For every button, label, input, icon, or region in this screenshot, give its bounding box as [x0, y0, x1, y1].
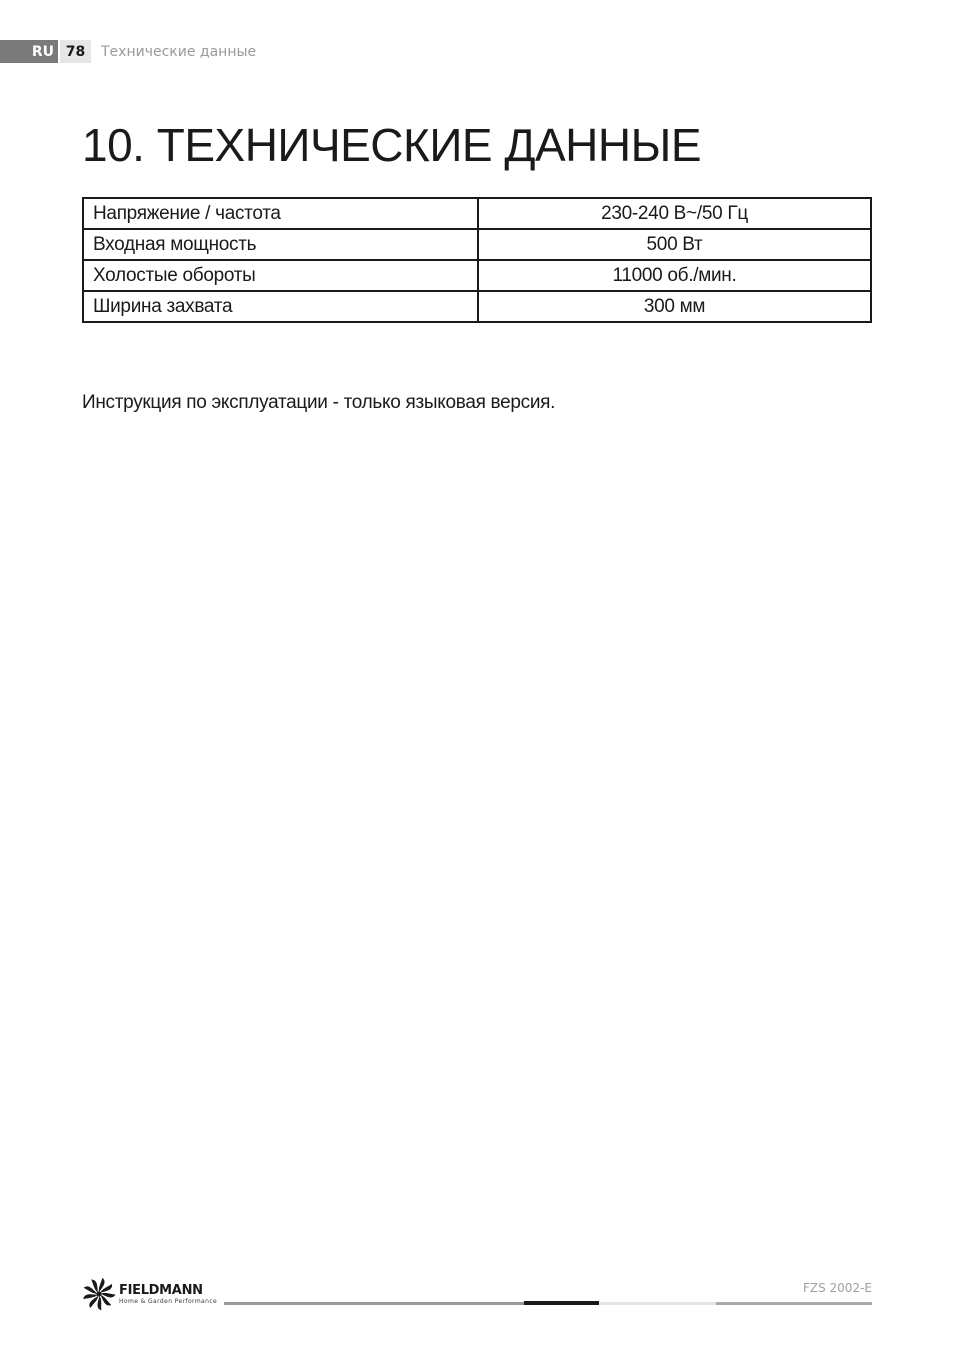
spec-value: 230-240 В~/50 Гц [478, 198, 871, 229]
spec-label: Ширина захвата [83, 291, 478, 322]
footer-bar-segment [599, 1302, 716, 1305]
page-header [0, 40, 256, 63]
footer-bar-segment [224, 1302, 524, 1305]
logo-text [119, 1284, 217, 1305]
footer-bar-segment [716, 1302, 872, 1305]
page-number: 78 [60, 40, 91, 63]
footer-bar-segment [524, 1301, 599, 1305]
table-row [83, 229, 871, 260]
language-badge: RU [0, 40, 58, 63]
spec-label: Холостые обороты [83, 260, 478, 291]
model-number: FZS 2002-E [802, 1281, 872, 1295]
spec-value: 300 мм [478, 291, 871, 322]
table-row [83, 198, 871, 229]
spec-value: 500 Вт [478, 229, 871, 260]
spec-table [82, 197, 872, 323]
fan-swirl-icon [82, 1277, 116, 1311]
table-row [83, 260, 871, 291]
spec-label: Входная мощность [83, 229, 478, 260]
table-row [83, 291, 871, 322]
page-title: 10. ТЕХНИЧЕСКИЕ ДАННЫЕ [82, 119, 702, 171]
section-name: Технические данные [101, 43, 257, 60]
footer-bar [224, 1301, 872, 1305]
language-note: Инструкция по эксплуатации - только языковая версия. [82, 392, 556, 413]
spec-label: Напряжение / частота [83, 198, 478, 229]
brand-logo [82, 1277, 217, 1311]
spec-value: 11000 об./мин. [478, 260, 871, 291]
brand-name: FIELDMANN [119, 1282, 203, 1298]
brand-tagline: Home & Garden Performance [119, 1297, 218, 1305]
